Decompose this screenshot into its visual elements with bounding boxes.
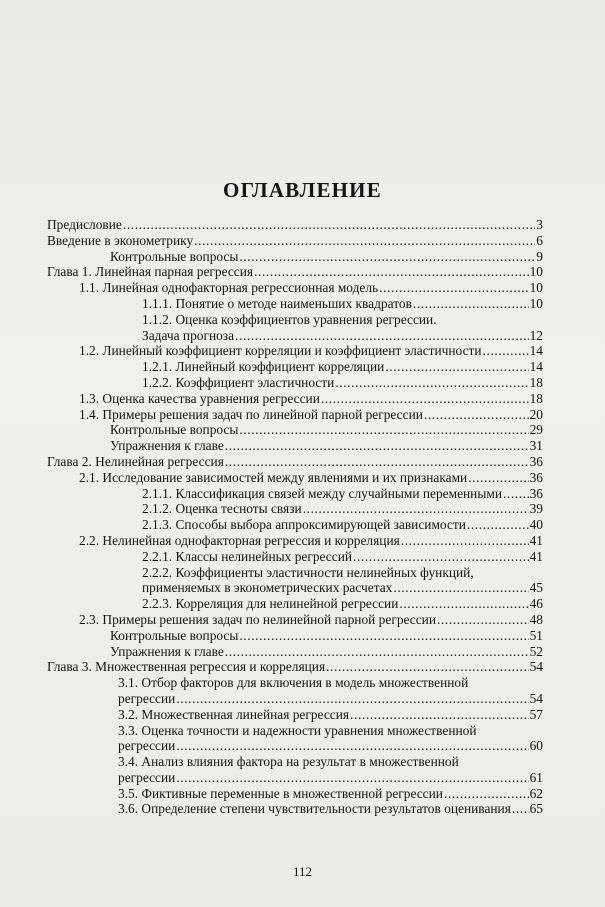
toc-entry[interactable]	[47, 249, 543, 265]
bleed-through-text	[60, 58, 600, 172]
toc-entry[interactable]	[47, 438, 543, 454]
toc-entry-page: 31	[529, 438, 543, 454]
toc-entry-title: 2.1.3. Способы выбора аппроксимирующей зависимости	[142, 517, 466, 533]
toc-entry[interactable]	[47, 723, 543, 755]
toc-entry[interactable]	[47, 280, 543, 296]
toc-entry[interactable]	[47, 659, 543, 675]
toc-entry-title: 2.3. Примеры решения задач по нелинейной парной регрессии	[79, 611, 437, 627]
toc-entry[interactable]	[47, 359, 543, 375]
toc-entry-page: 52	[529, 643, 543, 659]
toc-entry-title: 2.1. Исследование зависимостей между явлениями и их признаками	[79, 469, 468, 485]
dot-leader	[239, 249, 535, 265]
toc-entry-page: 61	[529, 769, 543, 785]
toc-entry-page: 39	[529, 501, 543, 517]
toc-entry[interactable]	[47, 296, 543, 312]
dot-leader	[239, 628, 528, 644]
toc-entry[interactable]	[47, 801, 543, 817]
toc-entry-title: 1.2.1. Линейный коэффициент корреляции	[142, 359, 385, 375]
toc-entry-page: 3	[536, 217, 543, 232]
toc-entry-page: 18	[529, 374, 543, 390]
toc-entry-title: применяемых в эконометрических расчетах	[142, 580, 393, 596]
toc-entry-page: 40	[529, 517, 543, 533]
toc-entry[interactable]	[47, 754, 543, 786]
dot-leader	[379, 280, 528, 296]
toc-entry-page: 12	[529, 327, 543, 343]
toc-entry[interactable]	[47, 786, 543, 802]
toc-entry-title-line: 3.3. Оценка точности и надежности уравнения множественной	[118, 722, 477, 738]
dot-leader	[326, 659, 529, 675]
toc-entry[interactable]	[47, 565, 543, 597]
toc-entry-title: Предисловие	[47, 217, 122, 232]
toc-entry-page: 41	[529, 532, 543, 548]
dot-leader	[321, 391, 529, 407]
dot-leader	[424, 407, 529, 423]
page-title: ОГЛАВЛЕНИЕ	[223, 178, 382, 202]
toc-entry[interactable]	[47, 707, 543, 723]
dot-leader	[413, 296, 529, 312]
dot-leader	[239, 422, 528, 438]
toc-entry-title: 1.2. Линейный коэффициент корреляции и коэффициент эластичности	[79, 343, 482, 359]
toc-entry-title: 3.5. Фиктивные переменные в множественной регрессии	[118, 785, 443, 801]
toc-entry-page: 20	[529, 406, 543, 422]
toc-entry-title-line: 3.1. Отбор факторов для включения в модель множественной	[118, 675, 469, 691]
toc-entry-title: Глава 1. Линейная парная регрессия	[47, 264, 254, 280]
toc-entry-page: 62	[529, 785, 543, 801]
toc-entry[interactable]	[47, 454, 543, 470]
toc-entry[interactable]	[47, 343, 543, 359]
toc-entry-page: 36	[529, 485, 543, 501]
toc-entry-title: 1.4. Примеры решения задач по линейной парной регрессии	[79, 406, 423, 422]
toc-entry[interactable]	[47, 486, 543, 502]
toc-entry-page: 18	[529, 390, 543, 406]
dot-leader	[254, 264, 529, 280]
dot-leader	[437, 612, 529, 628]
toc-entry[interactable]	[47, 675, 543, 707]
toc-entry[interactable]	[47, 312, 543, 344]
dot-leader	[399, 596, 528, 612]
toc-entry-title: 2.1.1. Классификация связей между случайными переменными	[142, 485, 502, 501]
toc-entry[interactable]	[47, 407, 543, 423]
dot-leader	[385, 359, 528, 375]
table-of-contents	[47, 217, 543, 817]
dot-leader	[123, 217, 535, 233]
toc-entry-title: 2.2. Нелинейная однофакторная регрессия и корреляция	[79, 532, 400, 548]
toc-entry-page: 54	[529, 659, 543, 675]
dot-leader	[225, 644, 529, 660]
toc-entry[interactable]	[47, 628, 543, 644]
toc-entry-page: 36	[529, 469, 543, 485]
dot-leader	[335, 375, 528, 391]
dot-leader	[483, 343, 529, 359]
toc-entry-page: 46	[529, 596, 543, 612]
toc-entry-title: 2.2.1. Классы нелинейных регрессий	[142, 548, 353, 564]
toc-entry-title: 1.2.2. Коэффициент эластичности	[142, 374, 335, 390]
toc-entry-page: 48	[529, 611, 543, 627]
toc-entry-page: 29	[529, 422, 543, 438]
toc-entry-page: 14	[529, 359, 543, 375]
toc-entry-title: Глава 2. Нелинейная регрессия	[47, 453, 224, 469]
dot-leader	[350, 707, 529, 723]
toc-entry-title: 3.6. Определение степени чувствительности результатов оценивания	[118, 801, 511, 817]
toc-entry-title-line: 1.1.2. Оценка коэффициентов уравнения регрессии.	[142, 311, 437, 327]
page-number: 112	[292, 864, 313, 879]
toc-entry[interactable]	[47, 233, 543, 249]
toc-entry-page: 41	[529, 548, 543, 564]
toc-entry-title: 1.3. Оценка качества уравнения регрессии	[79, 390, 320, 406]
toc-entry-page: 14	[529, 343, 543, 359]
toc-entry-page: 10	[529, 264, 543, 280]
toc-entry-title: 1.1.1. Понятие о методе наименьших квадратов	[142, 295, 412, 311]
toc-entry-title-line: 2.2.2. Коэффициенты эластичности нелинейных функций,	[142, 564, 474, 580]
toc-entry-page: 6	[536, 232, 543, 248]
toc-entry[interactable]	[47, 596, 543, 612]
toc-entry-title: Контрольные вопросы	[110, 422, 239, 438]
dot-leader	[225, 454, 529, 470]
toc-entry[interactable]	[47, 217, 543, 233]
dot-leader	[401, 533, 529, 549]
toc-entry[interactable]	[47, 422, 543, 438]
toc-entry-title: регрессии	[118, 738, 176, 754]
toc-entry-title: Контрольные вопросы	[110, 248, 239, 264]
toc-entry[interactable]	[47, 533, 543, 549]
toc-entry-title: 2.1.2. Оценка тесноты связи	[142, 501, 302, 517]
toc-entry-title: Контрольные вопросы	[110, 627, 239, 643]
toc-entry-title: 3.2. Множественная линейная регрессия	[118, 706, 350, 722]
dot-leader	[503, 486, 529, 502]
toc-entry-page: 65	[529, 801, 543, 817]
toc-entry-page: 36	[529, 453, 543, 469]
toc-entry-title: регрессии	[118, 690, 176, 706]
dot-leader	[176, 770, 528, 786]
toc-entry-title: Введение в эконометрику	[47, 232, 194, 248]
toc-entry-page: 45	[529, 580, 543, 596]
toc-entry-page: 54	[529, 690, 543, 706]
dot-leader	[444, 786, 529, 802]
dot-leader	[353, 549, 529, 565]
toc-entry[interactable]	[47, 470, 543, 486]
dot-leader	[303, 501, 529, 517]
toc-entry-title: Упражнения к главе	[110, 643, 224, 659]
dot-leader	[468, 470, 528, 486]
toc-entry[interactable]	[47, 612, 543, 628]
toc-entry-page: 57	[529, 706, 543, 722]
toc-entry-page: 60	[529, 738, 543, 754]
toc-entry-title: Глава 3. Множественная регрессия и корреляция	[47, 659, 326, 675]
dot-leader	[176, 738, 528, 754]
toc-entry[interactable]	[47, 375, 543, 391]
dot-leader	[393, 580, 528, 596]
toc-entry-page: 10	[529, 295, 543, 311]
toc-entry-title: 2.2.3. Корреляция для нелинейной регрессии	[142, 596, 399, 612]
toc-entry-title: 1.1. Линейная однофакторная регрессионная модель	[79, 280, 379, 296]
toc-entry-page: 9	[536, 248, 543, 264]
dot-leader	[194, 233, 535, 249]
toc-entry-page: 10	[529, 280, 543, 296]
toc-entry-page: 51	[529, 627, 543, 643]
dot-leader	[176, 691, 528, 707]
dot-leader	[225, 438, 529, 454]
dot-leader	[467, 517, 529, 533]
toc-entry-title: регрессии	[118, 769, 176, 785]
toc-entry[interactable]	[47, 391, 543, 407]
toc-entry-title: Задача прогноза	[142, 327, 235, 343]
toc-entry[interactable]	[47, 264, 543, 280]
toc-entry[interactable]	[47, 501, 543, 517]
toc-entry-title-line: 3.4. Анализ влияния фактора на результат в множественной	[118, 754, 459, 770]
toc-entry-title: Упражнения к главе	[110, 438, 224, 454]
dot-leader	[235, 328, 529, 344]
toc-entry[interactable]	[47, 644, 543, 660]
dot-leader	[512, 801, 529, 817]
toc-entry[interactable]	[47, 517, 543, 533]
toc-entry[interactable]	[47, 549, 543, 565]
